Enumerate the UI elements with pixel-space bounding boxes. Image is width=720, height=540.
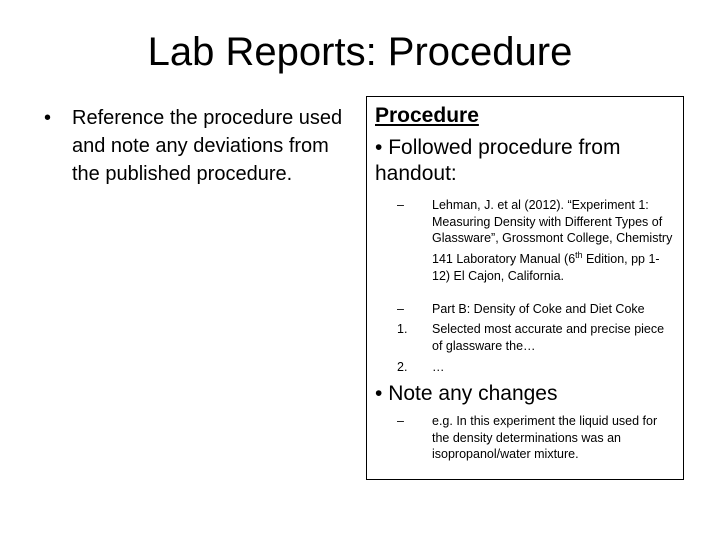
sub-item-text: Selected most accurate and precise piece of glassware the… <box>432 322 665 353</box>
bullet-note-changes <box>375 381 675 407</box>
procedure-box <box>366 96 684 480</box>
bullet-marker: • <box>375 136 383 159</box>
sub-item-marker: – <box>397 302 404 316</box>
bullet-followed-procedure <box>375 135 675 187</box>
sub-item-text: e.g. In this experiment the liquid used for the density determinations was an isopropanol/water mixture. <box>432 414 658 462</box>
sub-item-text: … <box>432 360 445 374</box>
sub-item-part-b <box>397 301 677 318</box>
sub-item-step-1 <box>397 321 677 354</box>
sub-item-note <box>397 413 677 463</box>
bullet-text: Note any changes <box>388 382 558 405</box>
bullet-marker: • <box>375 382 383 405</box>
bullet-text: Followed procedure from handout: <box>375 136 621 185</box>
procedure-heading: Procedure <box>375 104 479 127</box>
left-bullet-item <box>44 104 344 188</box>
left-bullet-text: Reference the procedure used and note any deviations from the published procedure. <box>72 107 343 185</box>
sub-item-text: Lehman, J. et al (2012). “Experiment 1: Measuring Density with Different Types of Glassware”, Grossmont College, Chemistry 141 Laboratory Manual (6th Edition, pp 1-12) El Cajon, California. <box>432 198 673 283</box>
sub-item-marker: – <box>397 414 404 428</box>
sub-item-text: Part B: Density of Coke and Diet Coke <box>432 302 645 316</box>
sub-item-marker: 1. <box>397 322 408 336</box>
bullet-marker: • <box>44 107 52 129</box>
sub-item-marker: 2. <box>397 360 408 374</box>
sub-item-marker: – <box>397 198 404 212</box>
slide-title: Lab Reports: Procedure <box>147 30 573 74</box>
sub-item-step-2 <box>397 359 677 376</box>
sub-item-reference <box>397 197 677 284</box>
